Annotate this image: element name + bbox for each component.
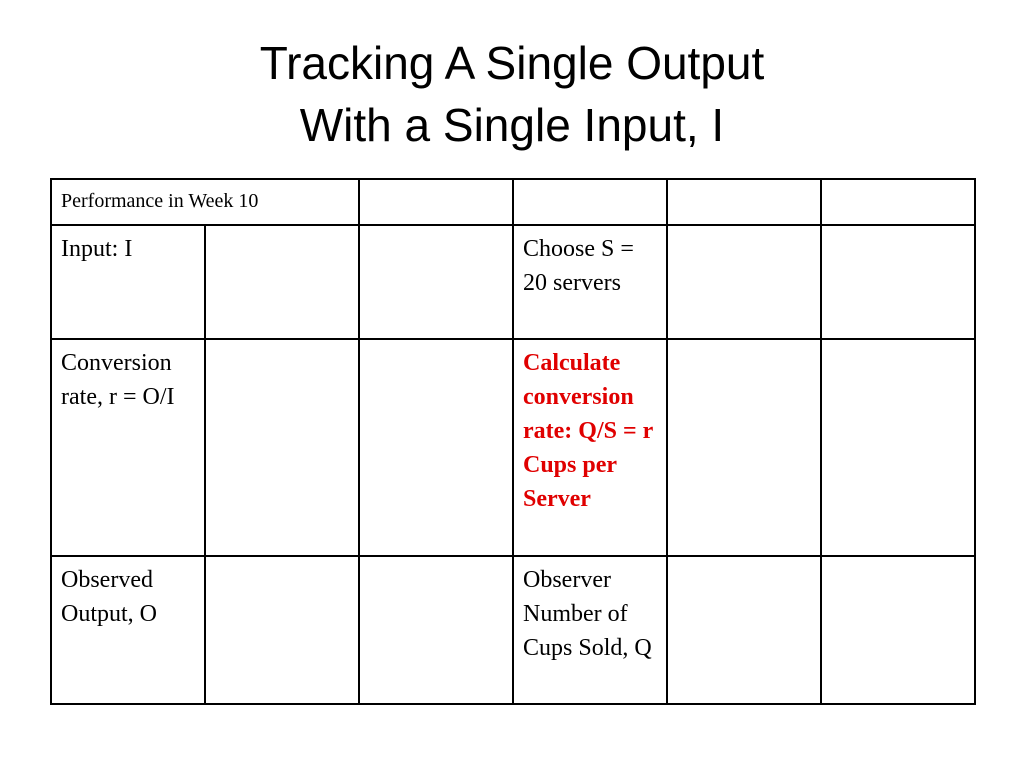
empty-cell — [359, 556, 513, 704]
header-cell: Performance in Week 10 — [51, 179, 359, 225]
row-label-conversion: Conversion rate, r = O/I — [51, 339, 205, 556]
title-line-2: With a Single Input, I — [299, 99, 725, 151]
table-row — [51, 225, 975, 339]
row-label-observed: Observed Output, O — [51, 556, 205, 704]
table-row — [51, 179, 975, 225]
empty-cell — [205, 225, 359, 339]
table-row — [51, 556, 975, 704]
performance-table — [50, 178, 976, 705]
empty-cell — [513, 179, 667, 225]
conversion-detail-line-2: Cups per Server — [523, 452, 617, 512]
observed-detail-cell: Observer Number of Cups Sold, Q — [513, 556, 667, 704]
row-label-input: Input: I — [51, 225, 205, 339]
empty-cell — [667, 225, 821, 339]
empty-cell — [667, 339, 821, 556]
empty-cell — [205, 339, 359, 556]
conversion-detail-cell — [513, 339, 667, 556]
empty-cell — [359, 179, 513, 225]
empty-cell — [205, 556, 359, 704]
empty-cell — [667, 556, 821, 704]
empty-cell — [821, 339, 975, 556]
title-line-1: Tracking A Single Output — [259, 37, 765, 89]
empty-cell — [359, 225, 513, 339]
empty-cell — [359, 339, 513, 556]
input-detail-cell: Choose S = 20 servers — [513, 225, 667, 339]
slide-title — [0, 32, 1024, 156]
empty-cell — [821, 225, 975, 339]
empty-cell — [821, 556, 975, 704]
empty-cell — [821, 179, 975, 225]
conversion-detail-line-1: Calculate conversion rate: Q/S = r — [523, 350, 654, 444]
table-row — [51, 339, 975, 556]
empty-cell — [667, 179, 821, 225]
